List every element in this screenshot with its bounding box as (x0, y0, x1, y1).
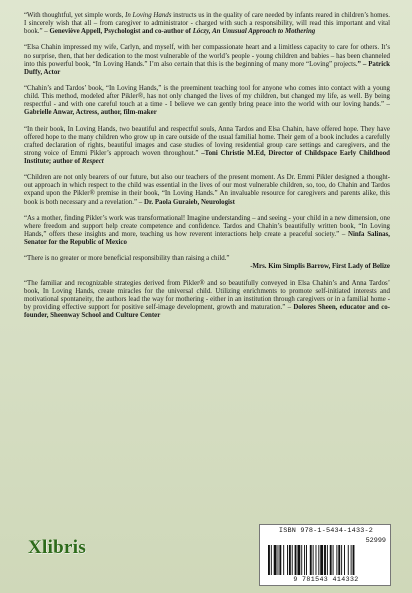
barcode-stripe (306, 545, 307, 575)
barcode-stripe (295, 545, 297, 575)
barcode-stripe (330, 545, 332, 575)
barcode-stripe (336, 545, 337, 575)
barcode-stripe (344, 545, 345, 575)
barcode-stripe (301, 545, 302, 575)
barcode-stripe (283, 545, 284, 575)
quote-barrow (24, 255, 390, 271)
barcode-stripe (292, 545, 293, 575)
isbn-label: ISBN 978-1-5434-1433-2 (278, 527, 374, 535)
barcode-stripe (271, 545, 272, 575)
quote-barrow-attribution: -Mrs. Kim Simplis Barrow, First Lady of Belize (250, 263, 390, 271)
barcode-stripe (313, 545, 314, 575)
publisher-logo: Xlibris (28, 537, 87, 558)
barcode-stripe (333, 545, 334, 575)
barcode-stripe (297, 545, 300, 575)
barcode-stripe (310, 545, 312, 575)
barcode-stripe (278, 545, 279, 575)
barcode-stripe (327, 545, 328, 575)
quote-salinas: “As a mother, finding Pikler’s work was transformational! Imagine understanding – and seeing - your child in a new dimension, one where freedom and support help create competence and confidence. Tardos and Chahin’s beautifully written book, “In Loving Hands,” offers these insights and more, teaching us how reverent interactions help create a peaceful society.” – Ninfa Salinas, Senator for the Republic of Mexico (24, 214, 391, 247)
barcode-stripe (320, 545, 323, 575)
blurb-column (24, 12, 390, 320)
barcode-stripe (318, 545, 319, 575)
barcode-stripe (304, 545, 305, 575)
barcode-stripe (353, 545, 355, 575)
barcode-stripe (289, 545, 291, 575)
barcode-stripe (348, 545, 349, 575)
barcode-stripe (274, 545, 277, 575)
price-code: 52999 (365, 537, 386, 545)
quote-guraieb: “Children are not only bearers of our future, but also our teachers of the present moment. As Dr. Emmi Pikler designed a thought-out approach in which respect to the child was essential in the lives of our most vulnerable children, so, too, do Chahin and Tardos expand upon the Pikler® premise in their book, “In Loving Hands.” An invaluable resource for caregivers and parents alike, this book is both necessary and a revelation.” – Dr. Paola Guraieb, Neurologist (24, 174, 390, 206)
quote-barrow-text: “There is no greater or more beneficial responsibility than raising a child.” (24, 255, 230, 263)
barcode-stripe (324, 545, 326, 575)
barcode-panel (259, 524, 391, 586)
quote-duffy: “Elsa Chahin impressed my wife, Carlyn, and myself, with her compassionate heart and a limitless capacity to care for others. It’s no surprise, then, that her dedication to the most vulnerable of the world’s people - young children and babies – has been channeled into this powerful book, “In Loving Hands.” I’m also certain that this is the beginning of many more “Loving” projects.” – Patrick Duffy, Actor (24, 44, 391, 76)
barcode-stripe (279, 545, 281, 575)
quote-sheen: “The familiar and recognizable strategies derived from Pikler® and so beautifully conveyed in Elsa Chahin’s and Anna Tardos’ book, In Loving Hands, create miracles for the universal child. Utilizing enrichments to promote self-initiated interests and motivational spontaneity, the authors lead the way for mothering - either in an institution through caregivers or in a familial home - by providing effective support for positive self-image development, growth and maturation.” – Dolores Sheen, educator and co-founder, Sheenway School and Culture Center (24, 279, 390, 320)
barcode-bars (268, 545, 384, 575)
barcode-stripe (287, 545, 288, 575)
quote-christie: “In their book, In Loving Hands, two beautiful and respectful souls, Anna Tardos and Elsa Chahin, have offered hope. They have offered hope to the many children who grow up in care outside of the usual familial home. Their gem of a book includes a carefully crafted declaration of rights, beautiful images and case studies of loving residential group care settings and caregivers, and the strong voice of Emmi Pikler’s approach woven throughout.” –Toni Christie M.Ed, Director of Childspace Early Childhood Institute; author of Respect (24, 125, 390, 165)
quote-appell: “With thoughtful, yet simple words, In Loving Hands instructs us in the quality of care needed by infants reared in children’s homes. I sincerely wish that all – from caregiver to administrator - charged with such a responsibility, will read this important and vital book.” – Geneviève Appell, Psychologist and co-author of Lóczy, An Unusual Approach to Mothering (24, 12, 390, 36)
barcode-stripe (341, 545, 342, 575)
barcode-stripe (316, 545, 317, 575)
ean-digits: 9 781543 414332 (293, 576, 359, 583)
barcode-stripe (268, 545, 270, 575)
barcode-stripe (351, 545, 352, 575)
quote-anwar: “Chahin’s and Tardos’ book, “In Loving Hands,” is the preeminent teaching tool for anyone who comes into contact with a young child. This method, modeled after Pikler®, has not only changed the lives of my children, but changed my life, as well. By being respectful - and with one careful touch at a time - I believe we can gently bring peace into the world with our loving hands.” – Gabrielle Anwar, Actress, author, film-maker (24, 85, 390, 117)
barcode-stripe (338, 545, 340, 575)
